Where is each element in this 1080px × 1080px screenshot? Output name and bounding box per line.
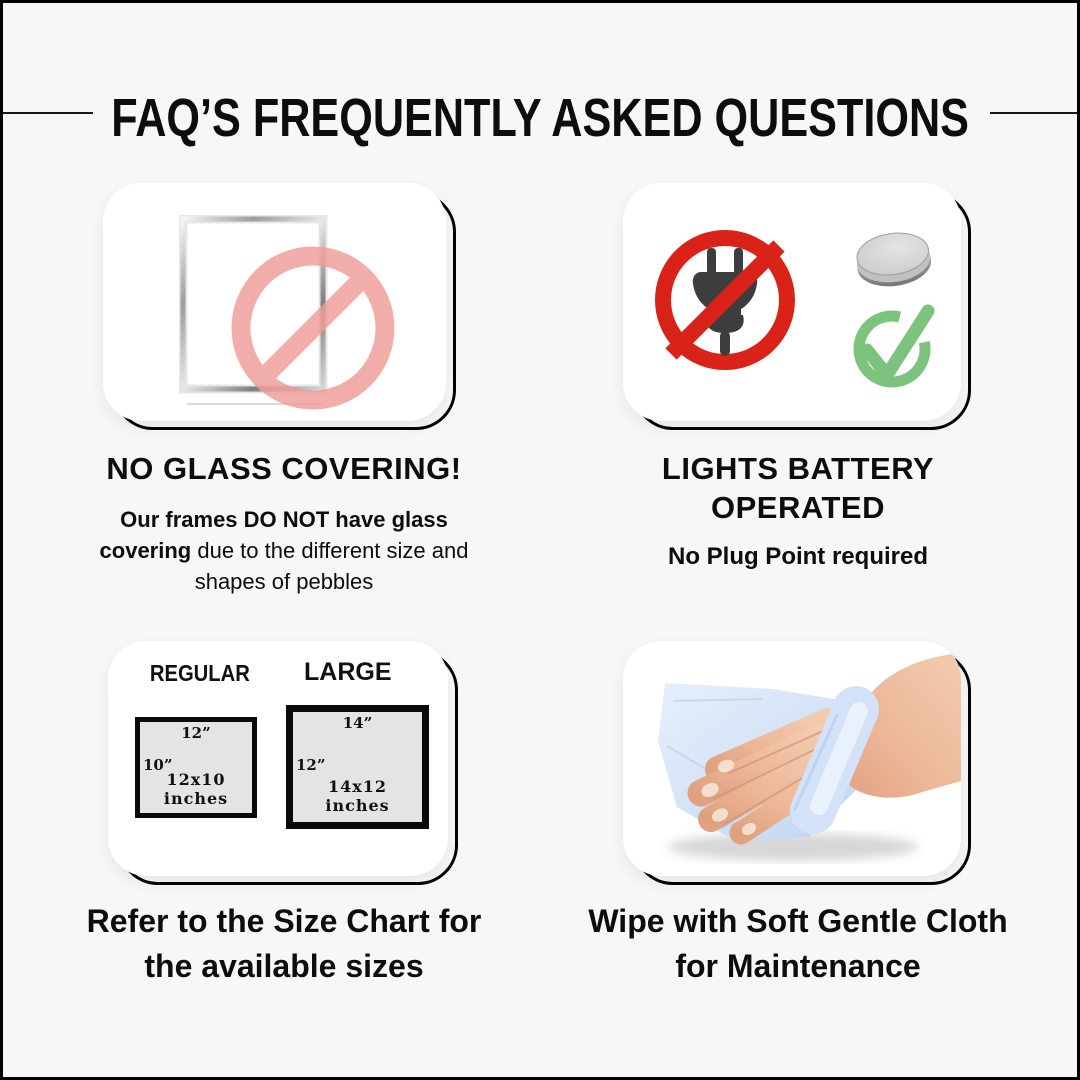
large-size-box: [286, 705, 429, 829]
no-plug-icon: [645, 220, 805, 380]
coin-battery-icon: [847, 209, 939, 303]
hand-wiping-cloth-icon: [623, 641, 961, 876]
prohibition-icon: [228, 243, 398, 413]
size-chart-card: [108, 641, 448, 876]
checkmark-icon: [836, 291, 948, 403]
battery-subtext: No Plug Point required: [667, 543, 928, 570]
size-label-regular: REGULAR: [149, 660, 250, 686]
no-glass-heading: NO GLASS COVERING!: [106, 451, 462, 486]
regular-size-text: 12x10 inches: [163, 770, 229, 808]
maintenance-card: [623, 641, 961, 876]
page-title-text: FAQ’S FREQUENTLY ASKED QUESTIONS: [111, 88, 969, 148]
no-glass-body-line: shapes of pebbles: [194, 569, 374, 594]
battery-card: [623, 183, 961, 421]
no-glass-card: [103, 183, 446, 421]
maintenance-caption: Wipe with Soft Gentle Cloth for Maintenance: [588, 903, 1008, 984]
large-height-label: 12”: [296, 756, 326, 774]
regular-width-label: 12”: [181, 724, 211, 742]
no-glass-body-line: Our frames DO NOT have glass: [120, 507, 448, 532]
no-glass-body: [74, 504, 494, 597]
regular-height-label: 10”: [143, 756, 173, 774]
size-label-large: LARGE: [304, 658, 392, 686]
regular-size-box: [135, 717, 257, 818]
size-chart-caption: Refer to the Size Chart for the available sizes: [86, 903, 482, 984]
page-title: [3, 87, 1077, 149]
large-width-label: 14”: [342, 714, 373, 732]
large-size-text: 14x12 inches: [325, 777, 390, 815]
no-glass-body-line: covering due to the different size and: [99, 538, 469, 563]
battery-heading: LIGHTS BATTERY OPERATED: [661, 451, 935, 525]
